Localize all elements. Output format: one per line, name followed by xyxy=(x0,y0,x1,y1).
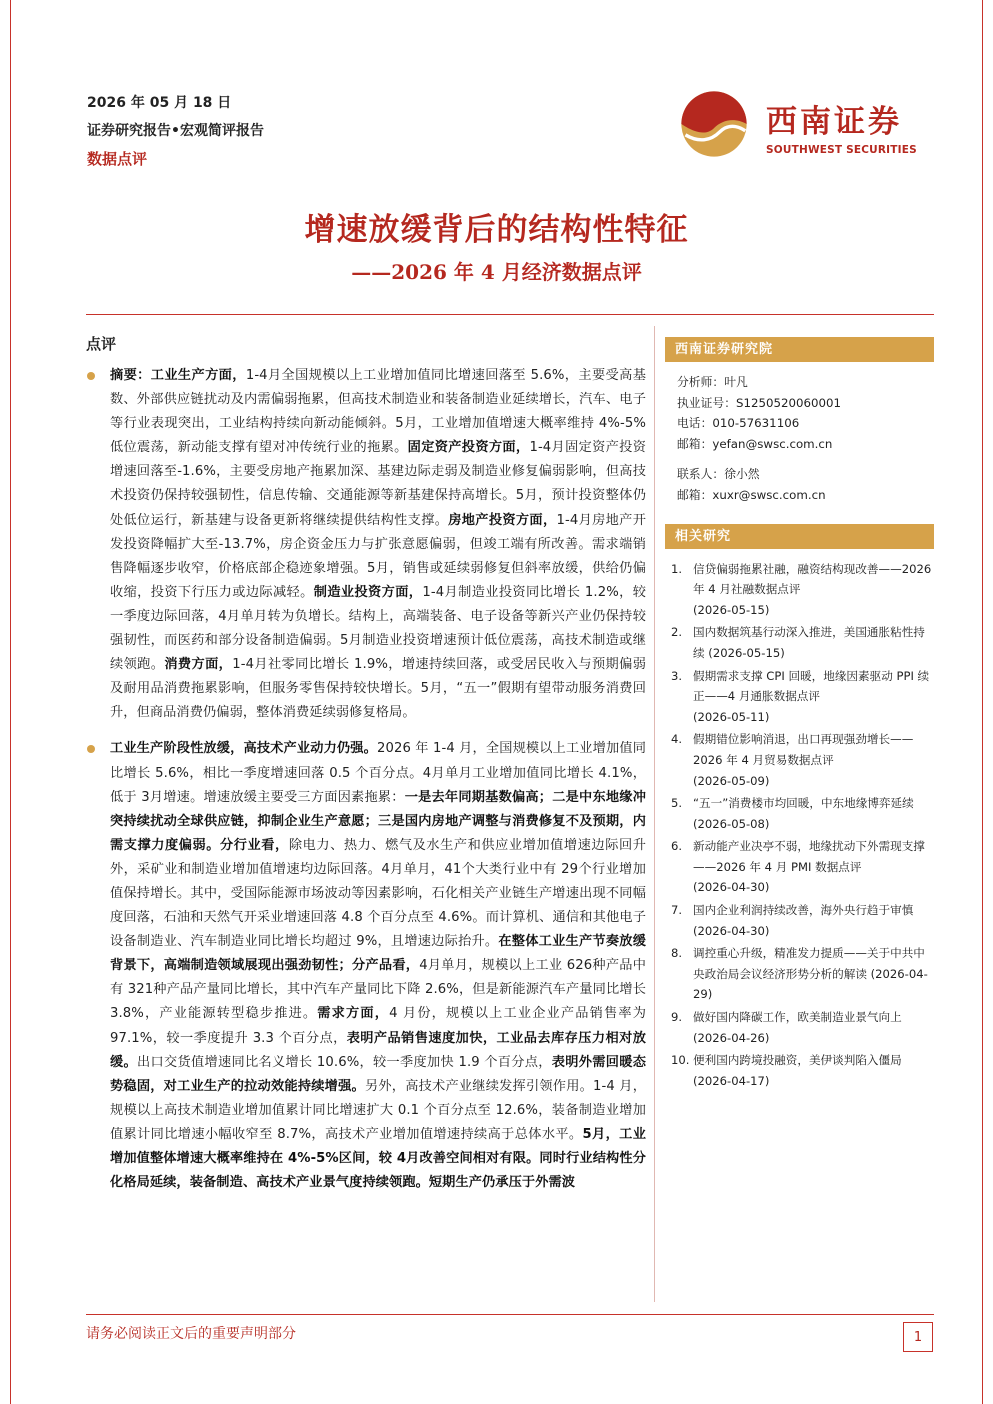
industry-paragraph xyxy=(86,737,646,1195)
analyst-phone: 电话：010-57631106 xyxy=(677,416,800,431)
title-divider xyxy=(86,314,934,315)
bold-text-run: 表明外需回暖态势稳固，对工业生产的拉动效能持续增强。 xyxy=(110,1054,647,1094)
bold-text-run: 需求方面， xyxy=(317,1006,390,1022)
report-category: 数据点评 xyxy=(87,150,148,168)
related-item-title: 新动能产业决亭不弱，地缘扰动下外需现支撑——2026 年 4 月 PMI 数据点评 xyxy=(693,839,925,874)
related-item[interactable] xyxy=(671,836,934,898)
related-item[interactable] xyxy=(671,666,934,728)
related-item-date: (2026-05-11) xyxy=(693,709,770,724)
bold-text-run: 一是去年同期基数偏高；二是中东地缘冲突持续扰动全球供应链，抑制企业生产意愿；三是国内房地产调整与消费修复不及预期，内需支撑力度偏弱。分行业看， xyxy=(110,789,646,853)
bold-text-run: 在整体工业生产节奏放缓背景下，高端制造领域展现出强劲韧性；分产品看， xyxy=(110,934,646,974)
related-item-date: (2026-04-26) xyxy=(693,1030,770,1045)
contact-gap xyxy=(677,454,930,464)
main-column xyxy=(86,364,646,1195)
related-item-number: 2. xyxy=(671,625,683,640)
contact-person: 联系人：徐小然 xyxy=(677,467,760,482)
footer-disclaimer[interactable]: 请务必阅读正文后的重要声明部分 xyxy=(86,1326,296,1342)
text-run: 4 月份，规模以上工业企业产品销售率为 97.1%，较一季度提升 3.3 个百分点， xyxy=(110,1006,647,1046)
related-item-date: (2026-04-17) xyxy=(693,1073,770,1088)
related-item-number: 3. xyxy=(671,668,683,683)
bold-text-run: 制造业投资方面， xyxy=(313,584,423,600)
sidebar xyxy=(665,337,934,1093)
related-item[interactable] xyxy=(671,559,934,621)
bullet-icon xyxy=(87,372,95,380)
related-item-number: 10. xyxy=(671,1053,690,1068)
related-item-title: 国内数据筑基行动深入推进，美国通胀粘性持续 xyxy=(693,625,925,660)
logo-name-en: SOUTHWEST SECURITIES xyxy=(766,144,917,156)
report-date: 2026 年 05 月 18 日 xyxy=(87,95,232,111)
text-run: 另外，高技术产业继续发挥引领作用。1-4 月，规模以上高技术制造业增加值累计同比增速扩大 0.1 个百分点至 12.6%，装备制造业增加值累计同比增速小幅收窄至 8.7%，高技术产业增加值增速持续高于总体水平。 xyxy=(110,1078,646,1142)
bold-text-run: 表明产品销售速度加快，工业品去库存压力相对放缓。 xyxy=(110,1030,646,1070)
related-item[interactable] xyxy=(671,900,934,941)
footer-divider xyxy=(86,1314,934,1315)
related-item-title: 假期需求支撑 CPI 回暖，地缘因素驱动 PPI 续正——4 月通胀数据点评 xyxy=(693,668,930,704)
bold-text-run: 消费方面， xyxy=(164,657,233,673)
related-item-title: “五一”消费楼市均回暖，中东地缘博弈延续 xyxy=(693,796,914,811)
related-item-number: 7. xyxy=(671,903,683,918)
related-item-number: 9. xyxy=(671,1010,683,1025)
text-run: 出口交货值增速同比名义增长 10.6%，较一季度加快 1.9 个百分点， xyxy=(137,1054,552,1070)
related-item-number: 8. xyxy=(671,946,683,961)
related-item-title: 信贷偏弱拖累社融，融资结构现改善——2026 年 4 月社融数据点评 xyxy=(693,561,932,597)
analyst-name: 分析师：叶凡 xyxy=(677,375,748,389)
related-item-title: 调控重心升级，精准发力提质——关于中共中央政治局会议经济形势分析的解读 xyxy=(693,946,925,981)
related-item-date: (2026-05-15) xyxy=(693,602,770,617)
text-run: 2026 年 1-4 月，全国规模以上工业增加值同比增长 5.6%，相比一季度增速回落 0.5 个百分点。4月单月工业增加值同比增长 4.1%，低于 3月增速。增速放缓主要受三方面因素拖累： xyxy=(110,741,646,805)
related-research-list xyxy=(665,549,934,1092)
bold-text-run: 固定资产投资方面， xyxy=(407,440,530,456)
report-subtitle: ——2026 年 4 月经济数据点评 xyxy=(351,260,642,284)
page-number: 1 xyxy=(903,1322,933,1352)
text-run: 除电力、热力、燃气及水生产和供应业增加值增速边际回升外，采矿业和制造业增加值增速均边际回落。4月单月，41个大类行业中有 29个行业增加值保持增长。其中，受国际能源市场波动等因素影响，石化相关产业链生产增速出现不同幅度回落，石油和天然气开采业增速回落 4.8 个百分点至 4.6%。而计算机、通信和其他电子设备制造业、汽车制造业同比增长均超过 9%，且增速边际抬升。 xyxy=(110,837,646,950)
related-item[interactable] xyxy=(671,729,934,791)
report-title: 增速放缓背后的结构性特征 xyxy=(304,212,689,248)
bold-text-run: 房地产投资方面， xyxy=(448,512,557,528)
related-item-date: (2026-05-08) xyxy=(693,816,770,831)
report-type: 证券研究报告•宏观简评报告 xyxy=(87,123,264,139)
analyst-contacts xyxy=(665,362,934,506)
text-run: 1-4月制造业投资同比增长 1.2%，较一季度边际回落，4月单月转为负增长。结构上，高端装备、电子设备等新兴产业仍保持较强韧性，而医药和部分设备制造偏弱。5月制造业投资增速预计低位震荡，高技术制造或继续领跑。 xyxy=(110,584,646,673)
bold-text-run: 5月，工业增加值整体增速大概率维持在 4%-5%区间，较 4月改善空间相对有限。同时行业结构性分化格局延续，装备制造、高技术产业景气度持续领跑。短期生产仍承压于外需波 xyxy=(110,1126,646,1191)
text-run: 1-4月全国规模以上工业增加值同比增速回落至 5.6%，主要受高基数、外部供应链扰动及内需偏弱拖累，但高技术制造业和装备制造业延续增长，汽车、电子等行业表现突出，工业结构持续向新动能倾斜。5月，工业增加值增速大概率维持 4%-5%低位震荡，新动能支撑有望对冲传统行业的拖累。 xyxy=(110,368,646,456)
column-divider xyxy=(654,326,655,1302)
logo-name-cn: 西南证券 xyxy=(766,104,902,140)
related-item-title: 做好国内降碳工作，欧美制造业景气向上 xyxy=(693,1010,902,1025)
related-item-number: 4. xyxy=(671,732,683,747)
related-item-title: 国内企业利润持续改善，海外央行趋于审慎 xyxy=(693,903,914,918)
related-item[interactable] xyxy=(671,622,934,663)
contact-email[interactable]: 邮箱：xuxr@swsc.com.cn xyxy=(677,487,826,502)
summary-paragraph xyxy=(86,364,646,725)
related-item-number: 5. xyxy=(671,796,683,811)
section-label-review: 点评 xyxy=(86,335,117,353)
company-logo xyxy=(676,88,926,168)
analyst-license: 执业证号：S1250520060001 xyxy=(677,395,842,410)
related-item-title: 便利国内跨境投融资，美伊谈判陷入僵局 xyxy=(693,1053,902,1068)
related-item[interactable] xyxy=(671,1050,934,1091)
related-item[interactable] xyxy=(671,793,934,834)
text-run: 1-4月房地产开发投资降幅扩大至-13.7%，房企资金压力与扩张意愿偏弱，但竣工端有所改善。需求端销售降幅逐步收窄，价格底部企稳迹象增强。5月，销售或延续弱修复但斜率放缓，供给仍偏收缩，投资下行压力或边际减轻。 xyxy=(110,512,646,600)
analyst-email[interactable]: 邮箱：yefan@swsc.com.cn xyxy=(677,436,833,451)
bullet-icon xyxy=(87,745,95,753)
institute-header: 西南证券研究院 xyxy=(665,337,934,362)
text-run: 4月单月，规模以上工业 626种产品中有 321种产品产量同比增长，其中汽车产量同比下降 2.6%，但是新能源汽车产量同比增长 3.8%，产业能源转型稳步推进。 xyxy=(110,958,646,1022)
text-run: 1-4月固定资产投资增速回落至-1.6%，主要受房地产拖累加深、基建边际走弱及制造业修复偏弱影响，但高技术投资仍保持较强韧性，信息传输、交通能源等新基建保持高增长。5月，预计投资整体仍处低位运行，新基建与设备更新将继续提供结构性支撑。 xyxy=(110,440,647,528)
swsc-logo-mark-icon xyxy=(680,90,748,158)
text-run: 1-4月社零同比增长 1.9%，增速持续回落，或受居民收入与预期偏弱及耐用品消费拖累影响，但服务零售保持较快增长。5月，“五一”假期有望带动服务消费回升，但商品消费仍偏弱，整体消费延续弱修复格局。 xyxy=(110,657,646,721)
related-item-number: 6. xyxy=(671,839,683,854)
related-item-title: 假期错位影响消退，出口再现强劲增长——2026 年 4 月贸易数据点评 xyxy=(693,732,914,767)
related-item[interactable] xyxy=(671,1007,934,1048)
bold-text-run: 摘要：工业生产方面， xyxy=(110,368,246,383)
related-item-date: (2026-04-30) xyxy=(693,880,770,895)
related-item-date: (2026-05-09) xyxy=(693,773,770,788)
related-item-date: (2026-04-30) xyxy=(693,923,770,938)
related-item-date: (2026-05-15) xyxy=(708,645,785,660)
related-item-number: 1. xyxy=(671,561,683,576)
bold-text-run: 工业生产阶段性放缓，高技术产业动力仍强。 xyxy=(110,741,377,757)
related-item[interactable] xyxy=(671,943,934,1005)
related-research-header: 相关研究 xyxy=(665,524,934,549)
related-item-date: (2026-04-29) xyxy=(693,966,928,1002)
